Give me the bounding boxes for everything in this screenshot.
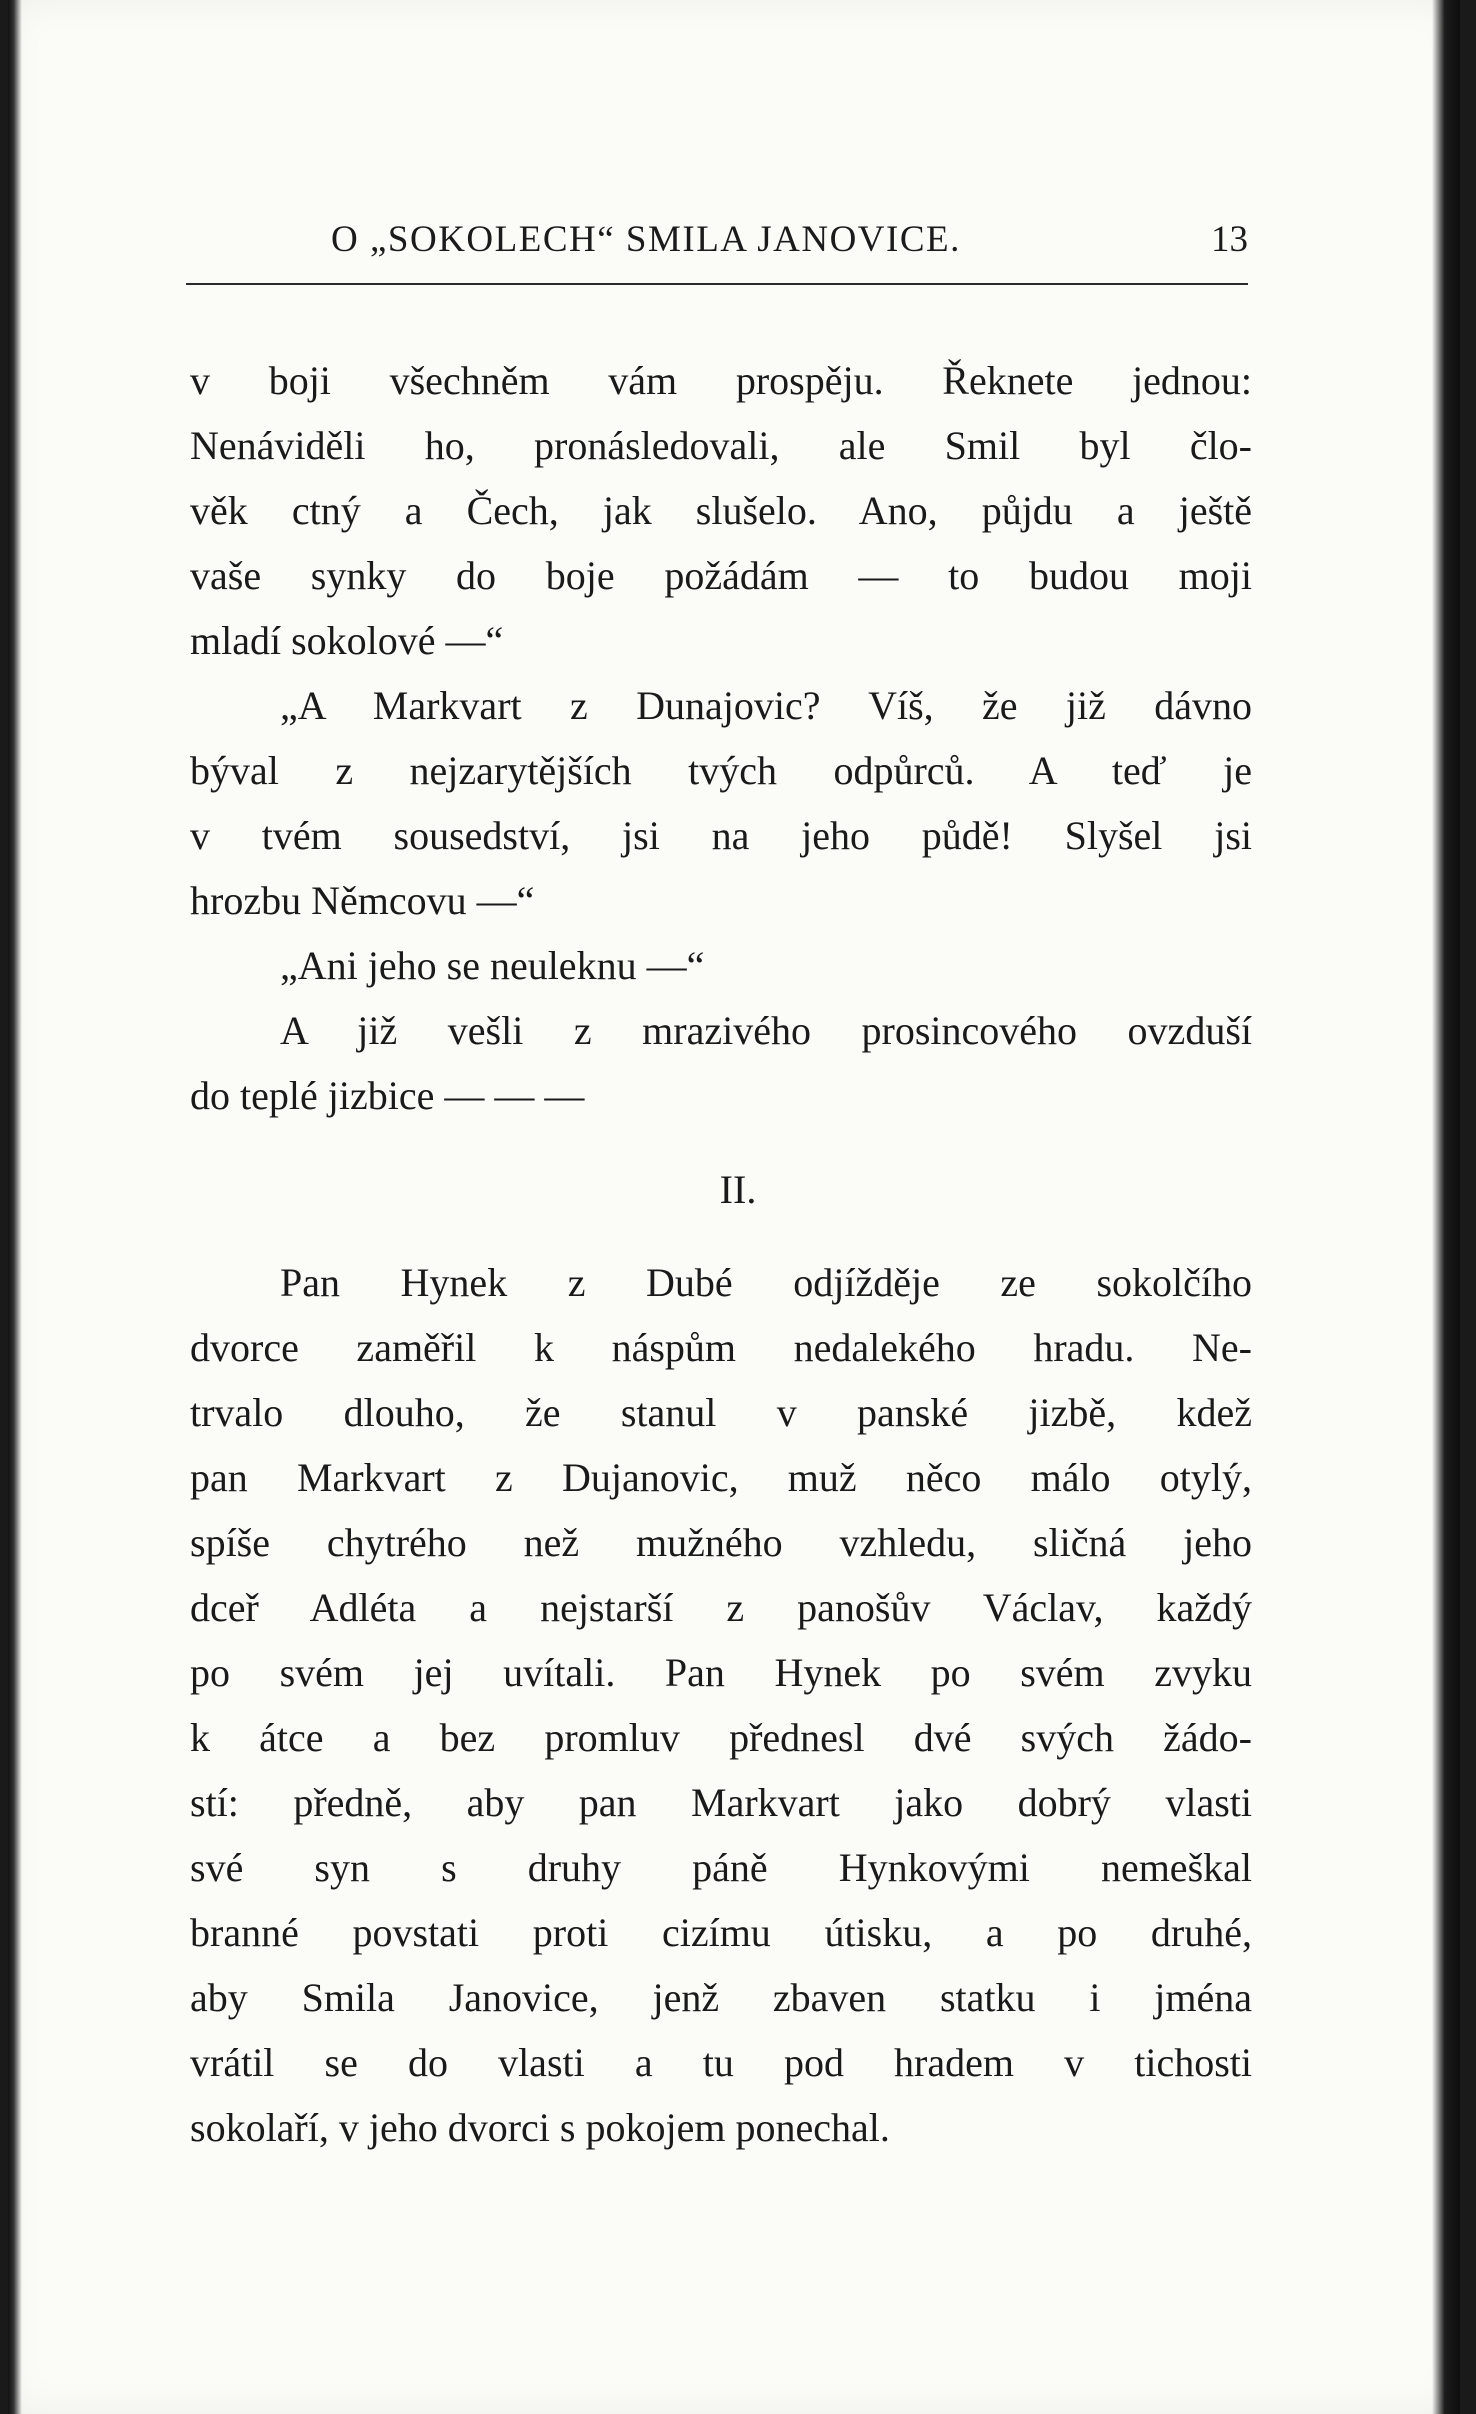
text-line: do teplé jizbice — — —: [190, 1073, 585, 1118]
header-rule: [186, 283, 1248, 285]
text-line: A již vešli z mrazivého prosincového ovzduší: [280, 1008, 1252, 1053]
text-line: vaše synky do boje požádám — to budou moji: [190, 553, 1252, 598]
section-2-text: [190, 1250, 1252, 2160]
text-line: trvalo dlouho, že stanul v panské jizbě, kdež: [190, 1390, 1252, 1435]
text-line: Pan Hynek z Dubé odjížděje ze sokolčího: [280, 1260, 1252, 1305]
text-line: hrozbu Němcovu —“: [190, 878, 535, 923]
page-number: 13: [1211, 219, 1248, 260]
section-heading: II.: [719, 1167, 757, 1212]
text-line: dvorce zaměřil k náspům nedalekého hradu. Ne-: [190, 1325, 1252, 1370]
running-title: O „SOKOLECH“ SMILA JANOVICE.: [331, 219, 961, 260]
text-line: věk ctný a Čech, jak slušelo. Ano, půjdu a ještě: [190, 488, 1252, 533]
text-line: branné povstati proti cizímu útisku, a po druhé,: [190, 1910, 1252, 1955]
text-line: po svém jej uvítali. Pan Hynek po svém zvyku: [190, 1650, 1252, 1695]
text-line: Nenáviděli ho, pronásledovali, ale Smil byl člo-: [190, 423, 1252, 468]
text-line: „A Markvart z Dunajovic? Víš, že již dávno: [280, 683, 1252, 728]
running-header: [186, 218, 1248, 278]
text-line: aby Smila Janovice, jenž zbaven statku i jména: [190, 1975, 1252, 2020]
text-line: sokolaří, v jeho dvorci s pokojem ponechal.: [190, 2105, 890, 2150]
text-line: v tvém sousedství, jsi na jeho půdě! Slyšel jsi: [190, 813, 1252, 858]
text-line: pan Markvart z Dujanovic, muž něco málo otylý,: [190, 1455, 1252, 1500]
text-line: vrátil se do vlasti a tu pod hradem v tichosti: [190, 2040, 1252, 2085]
text-line: mladí sokolové —“: [190, 618, 504, 663]
text-line: spíše chytrého než mužného vzhledu, sličná jeho: [190, 1520, 1252, 1565]
text-line: k átce a bez promluv přednesl dvé svých žádo-: [190, 1715, 1252, 1760]
text-line: v boji všechněm vám prospěju. Řeknete jednou:: [190, 358, 1252, 403]
text-line: býval z nejzarytějších tvých odpůrců. A teď je: [190, 748, 1252, 793]
text-line: „Ani jeho se neuleknu —“: [280, 943, 705, 988]
text-line: stí: předně, aby pan Markvart jako dobrý vlasti: [190, 1780, 1252, 1825]
text-line: své syn s druhy páně Hynkovými nemeškal: [190, 1845, 1252, 1890]
text-line: dceř Adléta a nejstarší z panošův Václav, každý: [190, 1585, 1252, 1630]
section-1-text: [190, 348, 1252, 1128]
